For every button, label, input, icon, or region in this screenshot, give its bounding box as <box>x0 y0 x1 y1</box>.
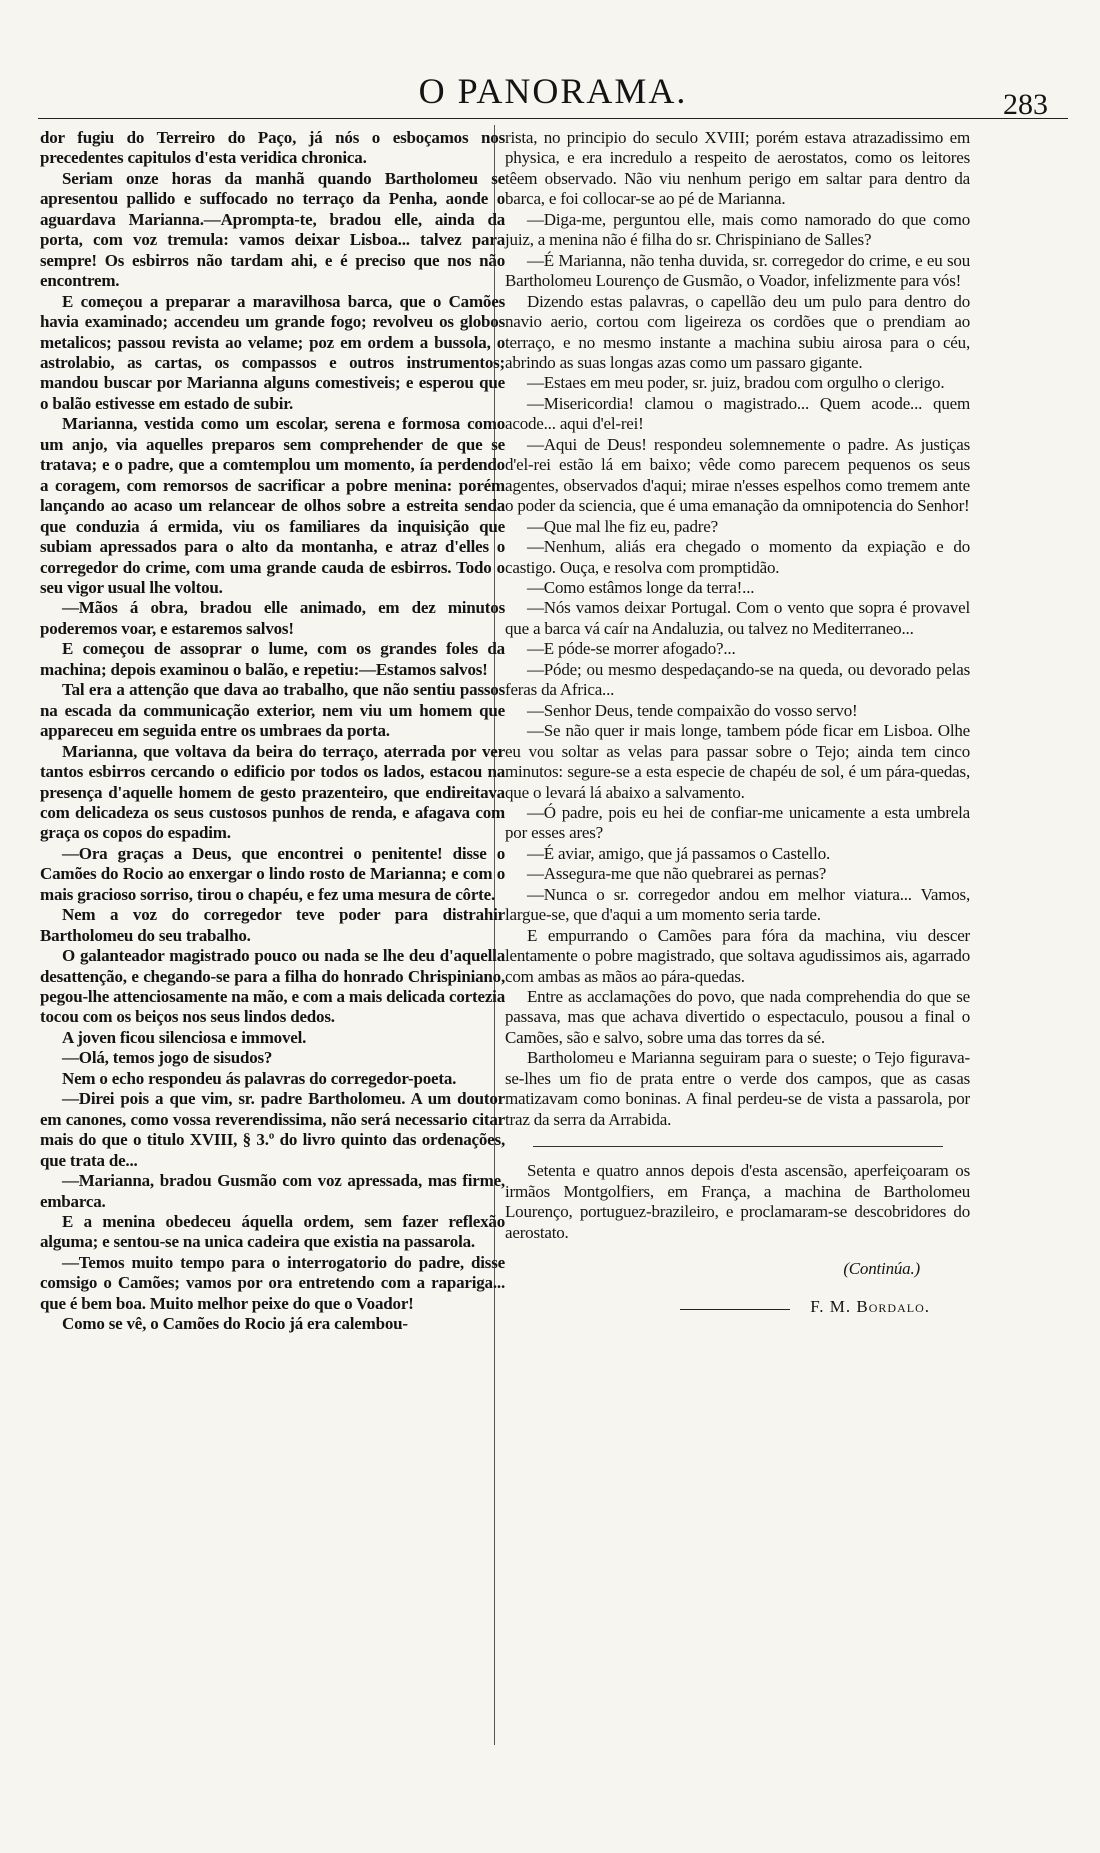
paragraph: Nem a voz do corregedor teve poder para distrahir Bartholomeu do seu trabalho. <box>40 905 505 945</box>
paragraph: —Como estâmos longe da terra!... <box>527 577 755 597</box>
paragraph: Como se vê, o Camões do Rocio já era calembou- <box>62 1314 408 1334</box>
right-column <box>505 128 970 1325</box>
paragraph: —Assegura-me que não quebrarei as pernas? <box>527 864 827 884</box>
paragraph: —É Marianna, não tenha duvida, sr. corregedor do crime, e eu sou Bartholomeu Lourenço de Gusmão, o Voador, infelizmente para vós! <box>505 250 970 291</box>
paragraph: rista, no principio do seculo XVIII; porém estava atrazadissimo em physica, e era incredulo a respeito de aerostatos, como os leitores têem observado. Não viu nenhum perigo em saltar para dentro da barca, e foi collocar-se ao pé de Marianna. <box>505 128 970 209</box>
paragraph: —Olá, temos jogo de sisudos? <box>62 1048 273 1068</box>
paragraph: —Direi pois a que vim, sr. padre Bartholomeu. A um doutor em canones, como vossa reverendissima, não será necessario citar mais do que o titulo XVIII, § 3.º do livro quinto das ordenações, que trata de... <box>40 1089 505 1170</box>
paragraph: —Ó padre, pois eu hei de confiar-me unicamente a esta umbrela por esses ares? <box>505 802 970 843</box>
paragraph: —Nunca o sr. corregedor andou em melhor viatura... Vamos, largue-se, que d'aqui a um momento seria tarde. <box>505 884 970 925</box>
paragraph: —Diga-me, perguntou elle, mais como namorado do que como juiz, a menina não é filha do sr. Chrispiniano de Salles? <box>505 209 970 250</box>
paragraph: —Póde; ou mesmo despedaçando-se na queda, ou devorado pelas feras da Africa... <box>505 659 970 700</box>
page-title: O PANORAMA. <box>418 71 688 111</box>
paragraph: —Nós vamos deixar Portugal. Com o vento que sopra é provavel que a barca vá caír na Andaluzia, ou talvez no Mediterraneo... <box>505 598 970 638</box>
paragraph: —Mãos á obra, bradou elle animado, em dez minutos poderemos voar, e estaremos salvos! <box>40 598 505 638</box>
section-rule <box>533 1146 943 1147</box>
paragraph: Marianna, que voltava da beira do terraço, aterrada por ver tantos esbirros cercando o edificio por todos os lados, estacou na presença d'aquelle homem de gesto prazenteiro, que endireitava com delicadeza os seus custosos punhos de renda, e afagava com graça os copos do espadim. <box>40 741 505 843</box>
paragraph: Tal era a attenção que dava ao trabalho, que não sentiu passos na escada da communicação exterior, nem viu um homem que appareceu em seguida entre os umbraes da porta. <box>40 680 505 741</box>
paragraph: —Temos muito tempo para o interrogatorio do padre, disse comsigo o Camões; vamos por ora entretendo com a rapariga... que é bem boa. Muito melhor peixe do que o Voador! <box>40 1252 505 1313</box>
page-header <box>38 0 1068 121</box>
paragraph: —Marianna, bradou Gusmão com voz apressada, mas firme, embarca. <box>40 1171 505 1211</box>
paragraph: —Ora graças a Deus, que encontrei o penitente! disse o Camões do Rocio ao enxergar o lindo rosto de Marianna; e com o mais gracioso sorriso, tirou o chapéu, e fez uma mesura de côrte. <box>40 843 505 904</box>
paragraph: E começou a preparar a maravilhosa barca, que o Camões havia examinado; accendeu um grande fogo; revolveu os globos metalicos; passou revista ao velame; poz em ordem a bussola, o astrolabio, as cartas, os compassos e outros instrumentos; mandou buscar por Marianna alguns comestiveis; e esperou que o balão estivesse em estado de subir. <box>40 291 505 413</box>
paragraph: —Aqui de Deus! respondeu solemnemente o padre. As justiças d'el-rei estão lá em baixo; vêde como parecem pequenos os seus agentes, observados d'aqui; mirae n'esses espelhos como tremem ante o poder da sciencia, que é uma emanação da omnipotencia do Senhor! <box>505 434 970 516</box>
paragraph: Dizendo estas palavras, o capellão deu um pulo para dentro do navio aerio, cortou com ligeireza os cordões que o prendiam ao terraço, e no mesmo instante a machina subiu airosa para o céu, abrindo as suas longas azas como um passaro gigante. <box>505 291 970 372</box>
paragraph: —É aviar, amigo, que já passamos o Castello. <box>527 843 831 863</box>
page-number: 283 <box>1003 88 1048 121</box>
paragraph: E começou de assoprar o lume, com os grandes foles da machina; depois examinou o balão, e repetiu:—Estamos salvos! <box>40 639 505 679</box>
paragraph: dor fugiu do Terreiro do Paço, já nós o esboçamos nos precedentes capitulos d'esta veridica chronica. <box>40 128 505 168</box>
header-rule <box>38 118 1068 119</box>
paragraph: —Se não quer ir mais longe, tambem póde ficar em Lisboa. Olhe eu vou soltar as velas para passar sobre o Tejo; ainda tem cinco minutos: segure-se a esta especie de chapéu de sol, é um pára-quedas, que o levará lá abaixo a salvamento. <box>505 721 970 802</box>
paragraph: —Senhor Deus, tende compaixão do vosso servo! <box>527 700 858 720</box>
paragraph: Marianna, vestida como um escolar, serena e formosa como um anjo, via aquelles preparos sem comprehender de que se tratava; e o padre, que a comtemplou um momento, ía perdendo a coragem, com remorsos de sacrificar a pobre menina: porém lançando ao acaso um relancear de olhos sobre a estreita senda que conduzia á ermida, viu os familiares da inquisição que subiam apressados para o alto da montanha, e atraz d'elles o corregedor do crime, com uma grande cauda de esbirros. Todo o seu vigor usual lhe voltou. <box>40 414 505 597</box>
paragraph: Seriam onze horas da manhã quando Bartholomeu se apresentou pallido e suffocado no terraço da Penha, aonde o aguardava Marianna.—Aprompta-te, bradou elle, ainda da porta, com voz tremula: vamos deixar Lisboa... talvez para sempre! Os esbirros não tardam ahi, e é preciso que nos não encontrem. <box>40 168 505 291</box>
paragraph: —Misericordia! clamou o magistrado... Quem acode... quem acode... aqui d'el-rei! <box>505 393 970 434</box>
paragraph: Entre as acclamações do povo, que nada comprehendia do que se passava, mas que achava divertido o espectaculo, pousou a final o Camões, são e salvo, sobre uma das torres da sé. <box>505 987 970 1047</box>
paragraph: O galanteador magistrado pouco ou nada se lhe deu d'aquella desattenção, e chegando-se para a filha do honrado Chrispiniano, pegou-lhe attenciosamente na mão, e com a mais delicada cortezia tocou com os beiços nos seus lindos dedos. <box>40 946 505 1027</box>
paragraph: —Nenhum, aliás era chegado o momento da expiação e do castigo. Ouça, e resolva com promptidão. <box>505 537 970 577</box>
paragraph: —Estaes em meu poder, sr. juiz, bradou com orgulho o clerigo. <box>527 373 945 393</box>
author-signature: F. M. Bordalo. <box>810 1297 930 1317</box>
left-column <box>40 128 505 1335</box>
paragraph: E a menina obedeceu áquella ordem, sem fazer reflexão alguma; e sentou-se na unica cadeira que existia na passarola. <box>40 1212 505 1252</box>
signature-row <box>505 1289 970 1325</box>
paragraph: Bartholomeu e Marianna seguiram para o sueste; o Tejo figurava-se-lhes um fio de prata entre o verde dos campos, que as casas matizavam como boninas. A final perdeu-se de vista a passarola, por traz da serra da Arrabida. <box>505 1048 970 1129</box>
continua-note: (Continúa.) <box>843 1259 920 1279</box>
paragraph: —Que mal lhe fiz eu, padre? <box>527 516 718 536</box>
paragraph: Nem o echo respondeu ás palavras do corregedor-poeta. <box>62 1068 457 1088</box>
paragraph: —E póde-se morrer afogado?... <box>527 639 736 659</box>
epilogue-paragraph: Setenta e quatro annos depois d'esta ascensão, aperfeiçoaram os irmãos Montgolfiers, em França, a machina de Bartholomeu Lourenço, portuguez-brazileiro, e proclamaram-se descobridores do aerostato. <box>505 1161 970 1242</box>
paragraph: A joven ficou silenciosa e immovel. <box>62 1027 307 1047</box>
signature-line <box>680 1309 790 1310</box>
paragraph: E empurrando o Camões para fóra da machina, viu descer lentamente o pobre magistrado, que soltava agudissimos ais, agarrado com ambas as mãos ao pára-quedas. <box>505 925 970 986</box>
